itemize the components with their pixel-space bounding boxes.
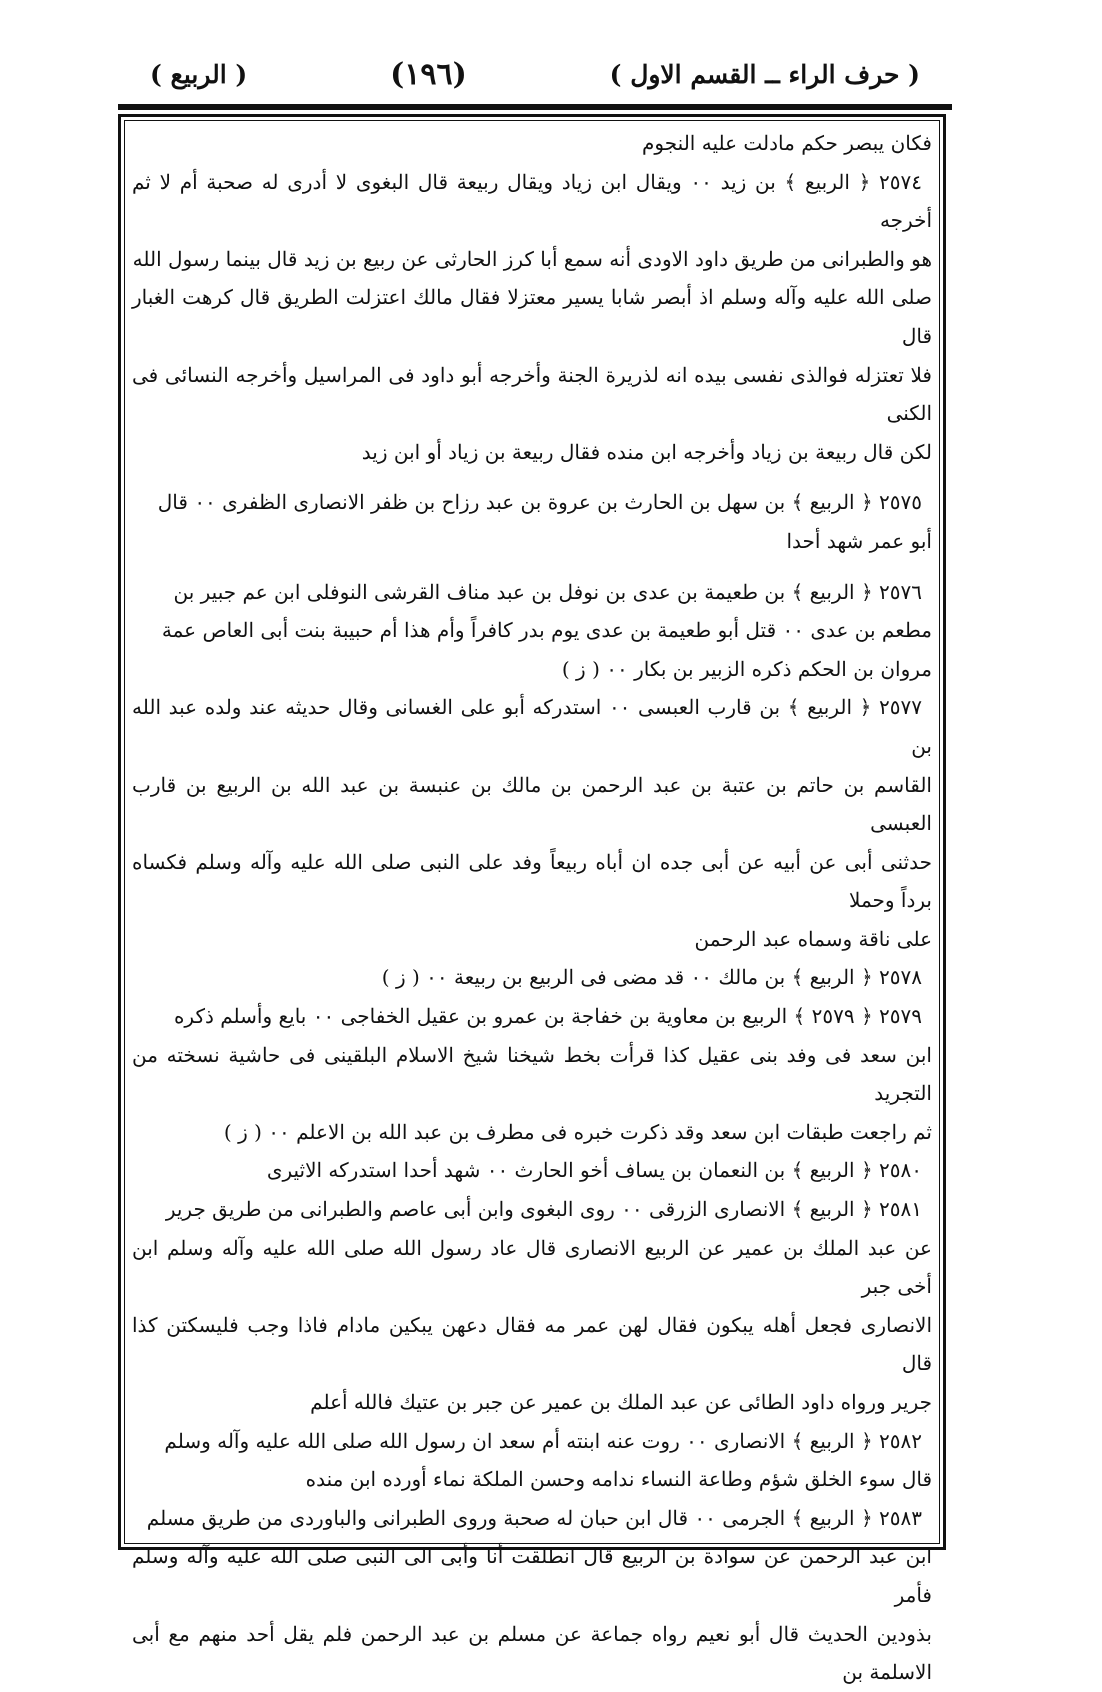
text-line: ٢٥٨٢ ﴿ الربيع ﴾ الانصارى ٠٠ روت عنه ابنته أم سعد ان رسول الله صلى الله عليه وآله وسلم <box>164 1428 922 1453</box>
header-section-title: ( حرف الراء ــ القسم الاول ) <box>609 59 920 89</box>
text-line: الانصارى فجعل أهله يبكون فقال لهن عمر مه فقال دعهن يبكين مادام فاذا وجب فليسكتن كذا قال <box>132 1312 932 1376</box>
text-line: حدثنى أبى عن أبيه عن أبى جده ان أباه ربيعاً وفد على النبى صلى الله عليه وآله وسلم فكساه برداً وحملا <box>132 849 932 913</box>
text-line: جرير ورواه داود الطائى عن عبد الملك بن عمير عن جبر بن عتيك فالله أعلم <box>310 1390 932 1414</box>
text-line: ٢٥٧٦ ﴿ الربيع ﴾ بن طعيمة بن عدى بن نوفل بن عبد مناف القرشى النوفلى ابن عم جبير بن <box>173 579 922 604</box>
text-line: ثم راجعت طبقات ابن سعد وقد ذكرت خبره فى مطرف بن عبد الله بن الاعلم ٠٠ ( ز ) <box>223 1119 932 1144</box>
header-rule <box>118 104 952 110</box>
page-number: (١٩٦) <box>390 56 467 92</box>
text-line: القاسم بن حاتم بن عتبة بن عبد الرحمن بن مالك بن عنبسة بن عبد الله بن الربيع بن قارب العبسى <box>132 772 932 836</box>
text-line: ٢٥٨٠ ﴿ الربيع ﴾ بن النعمان بن يساف أخو الحارث ٠٠ شهد أحدا استدركه الاثيرى <box>266 1158 922 1183</box>
text-line: قال سوء الخلق شؤم وطاعة النساء ندامه وحسن الملكة نماء أورده ابن منده <box>305 1467 932 1492</box>
text-line: مروان بن الحكم ذكره الزبير بن بكار ٠٠ ( ز ) <box>561 656 932 681</box>
text-line: فكان يبصر حكم مادلت عليه النجوم <box>642 131 932 155</box>
text-line: صلى الله عليه وآله وسلم اذ أبصر شابا يسير معتزلا فقال مالك اعتزلت الطريق قال كرهت الغبار قال <box>132 285 932 348</box>
text-line: ٢٥٧٨ ﴿ الربيع ﴾ بن مالك ٠٠ قد مضى فى الربيع بن ربيعة ٠٠ ( ز ) <box>381 965 922 990</box>
text-line: أبو عمر شهد أحدا <box>786 528 932 553</box>
text-line: ٢٥٨١ ﴿ الربيع ﴾ الانصارى الزرقى ٠٠ روى البغوى وابن أبى عاصم والطبرانى من طريق جرير <box>165 1197 922 1222</box>
page-header <box>150 48 920 100</box>
text-line: ابن عبد الرحمن عن سوادة بن الربيع قال انطلقت أنا وأبى الى النبى صلى الله عليه وآله وسلم فأمر <box>132 1544 932 1607</box>
page-body <box>132 124 932 1685</box>
header-entry-name: ( الربيع ) <box>150 59 248 89</box>
text-line: على ناقة وسماه عبد الرحمن <box>694 926 932 951</box>
text-line: ٢٥٧٩ ﴿ ٢٥٧٩ ﴾ الربيع بن معاوية بن خفاجة بن عمرو بن عقيل الخفاجى ٠٠ بايع وأسلم ذكره <box>173 1004 922 1029</box>
text-line: ٢٥٧٧ ﴿ الربيع ﴾ بن قارب العبسى ٠٠ استدركه أبو على الغسانى وقال حديثه عند ولده عبد الله بن <box>132 695 932 758</box>
text-line: عن عبد الملك بن عمير عن الربيع الانصارى قال عاد رسول الله صلى الله عليه وآله وسلم ابن أخى جبر <box>132 1235 932 1299</box>
text-line: مطعم بن عدى ٠٠ قتل أبو طعيمة بن عدى يوم بدر كافراً وأم هذا أم حبيبة بنت أبى العاص عمة <box>161 618 932 643</box>
text-line: ٢٥٨٣ ﴿ الربيع ﴾ الجرمى ٠٠ قال ابن حبان له صحبة وروى الطبرانى والباوردى من طريق مسلم <box>146 1505 922 1530</box>
text-line: ٢٥٧٥ ﴿ الربيع ﴾ بن سهل بن الحارث بن عروة بن عبد رزاح بن ظفر الانصارى الظفرى ٠٠ قال <box>157 490 922 515</box>
text-line: ابن سعد فى وفد بنى عقيل كذا قرأت بخط شيخنا شيخ الاسلام البلقينى فى حاشية نسخته من التجريد <box>132 1042 932 1106</box>
text-line: لكن قال ربيعة بن زياد وأخرجه ابن منده فقال ربيعة بن زياد أو ابن زيد <box>361 439 932 464</box>
text-line: هو والطبرانى من طريق داود الاودى أنه سمع أبا كرز الحارثى عن ربيع بن زيد قال بينما رسول الله <box>132 246 932 271</box>
text-line: فلا تعتزله فوالذى نفسى بيده انه لذريرة الجنة وأخرجه أبو داود فى المراسيل وأخرجه النسائى فى الكنى <box>132 362 932 426</box>
text-line: ٢٥٧٤ ﴿ الربيع ﴾ بن زيد ٠٠ ويقال ابن زياد ويقال ربيعة قال البغوى لا أدرى له صحبة أم لا ثم أخرجه <box>132 169 932 233</box>
text-line: بذودين الحديث قال أبو نعيم رواه جماعة عن مسلم بن عبد الرحمن فلم يقل أحد منهم مع أبى الاسلمة بن <box>132 1621 932 1685</box>
